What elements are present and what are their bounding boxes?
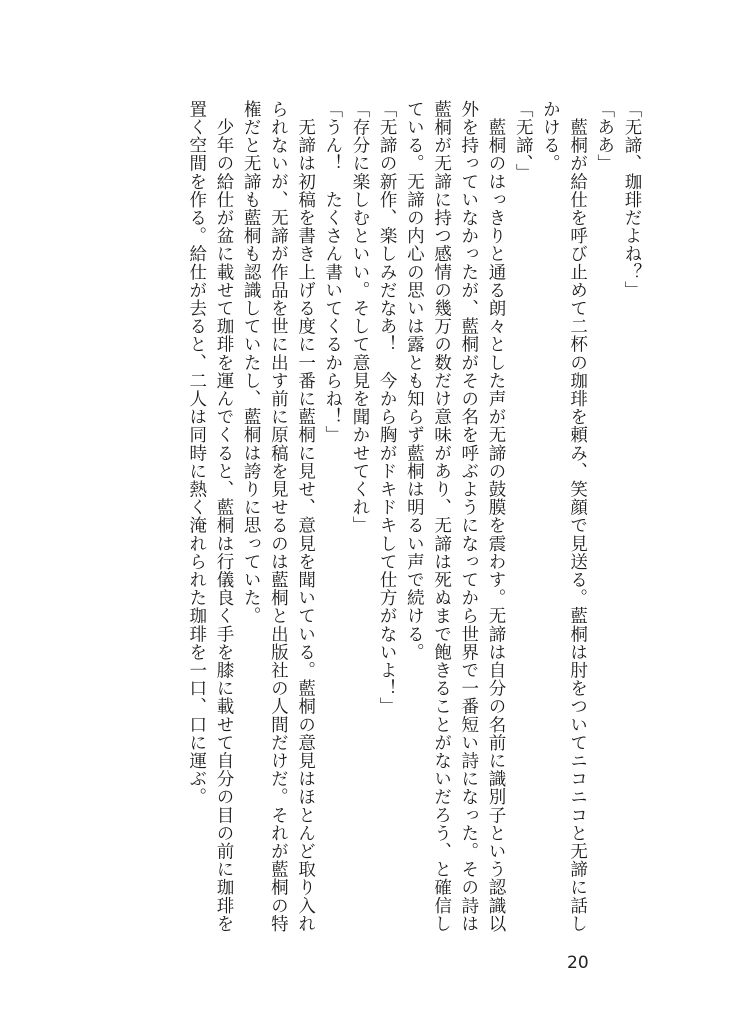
text-line: 藍桐が无諦に持つ感情の幾万の数だけ意味があり、无諦は死ぬまで飽きることがないだろう、と確信し — [431, 100, 452, 933]
text-line: 藍桐のはっきりと通る朗々とした声が无諦の鼓膜を震わす。无諦は自分の名前に識別子という認識以 — [485, 100, 506, 933]
text-line: 「ああ」 — [594, 100, 615, 173]
text-line: 无諦は初稿を書き上げる度に一番に藍桐に見せ、意見を聞いている。藍桐の意見はほとんど取り入れ — [295, 100, 316, 933]
text-line: 「うん！ たくさん書いてくるからね！」 — [322, 100, 343, 444]
text-line: られないが、无諦が作品を世に出す前に原稿を見せるのは藍桐と出版社の人間だけだ。それが藍桐の特 — [268, 100, 289, 933]
page-number: 20 — [567, 953, 589, 973]
text-line: 権だと无諦も藍桐も認識していたし、藍桐は誇りに思っていた。 — [241, 100, 262, 625]
text-line: 外を持っていなかったが、藍桐がその名を呼ぶようになってから世界で一番短い詩になった。その詩は — [458, 100, 479, 933]
text-line: 藍桐が給仕を呼び止めて二杯の珈琲を頼み、笑顔で見送る。藍桐は肘をついてニコニコと无諦に話し — [567, 100, 588, 933]
text-line: 「存分に楽しむといい。そして意見を聞かせてくれ」 — [349, 100, 370, 535]
vertical-text-body — [100, 100, 645, 933]
text-line: 「无諦の新作、楽しみだなあ！ 今から胸がドキドキして仕方がないよ！」 — [377, 100, 398, 716]
text-line: 「无諦、」 — [513, 100, 534, 182]
text-line: 少年の給仕が盆に載せて珈琲を運んでくると、藍桐は行儀良く手を膝に載せて自分の目の前に珈琲を — [213, 100, 234, 933]
text-line: 「无諦、珈琲だよね？」 — [622, 100, 642, 300]
text-line: 置く空間を作る。給仕が去ると、二人は同時に熱く淹れられた珈琲を一口、口に運ぶ。 — [186, 100, 207, 806]
text-line: かける。 — [540, 100, 561, 173]
text-line: ている。无諦の内心の思いは露とも知らず藍桐は明るい声で続ける。 — [404, 100, 425, 662]
